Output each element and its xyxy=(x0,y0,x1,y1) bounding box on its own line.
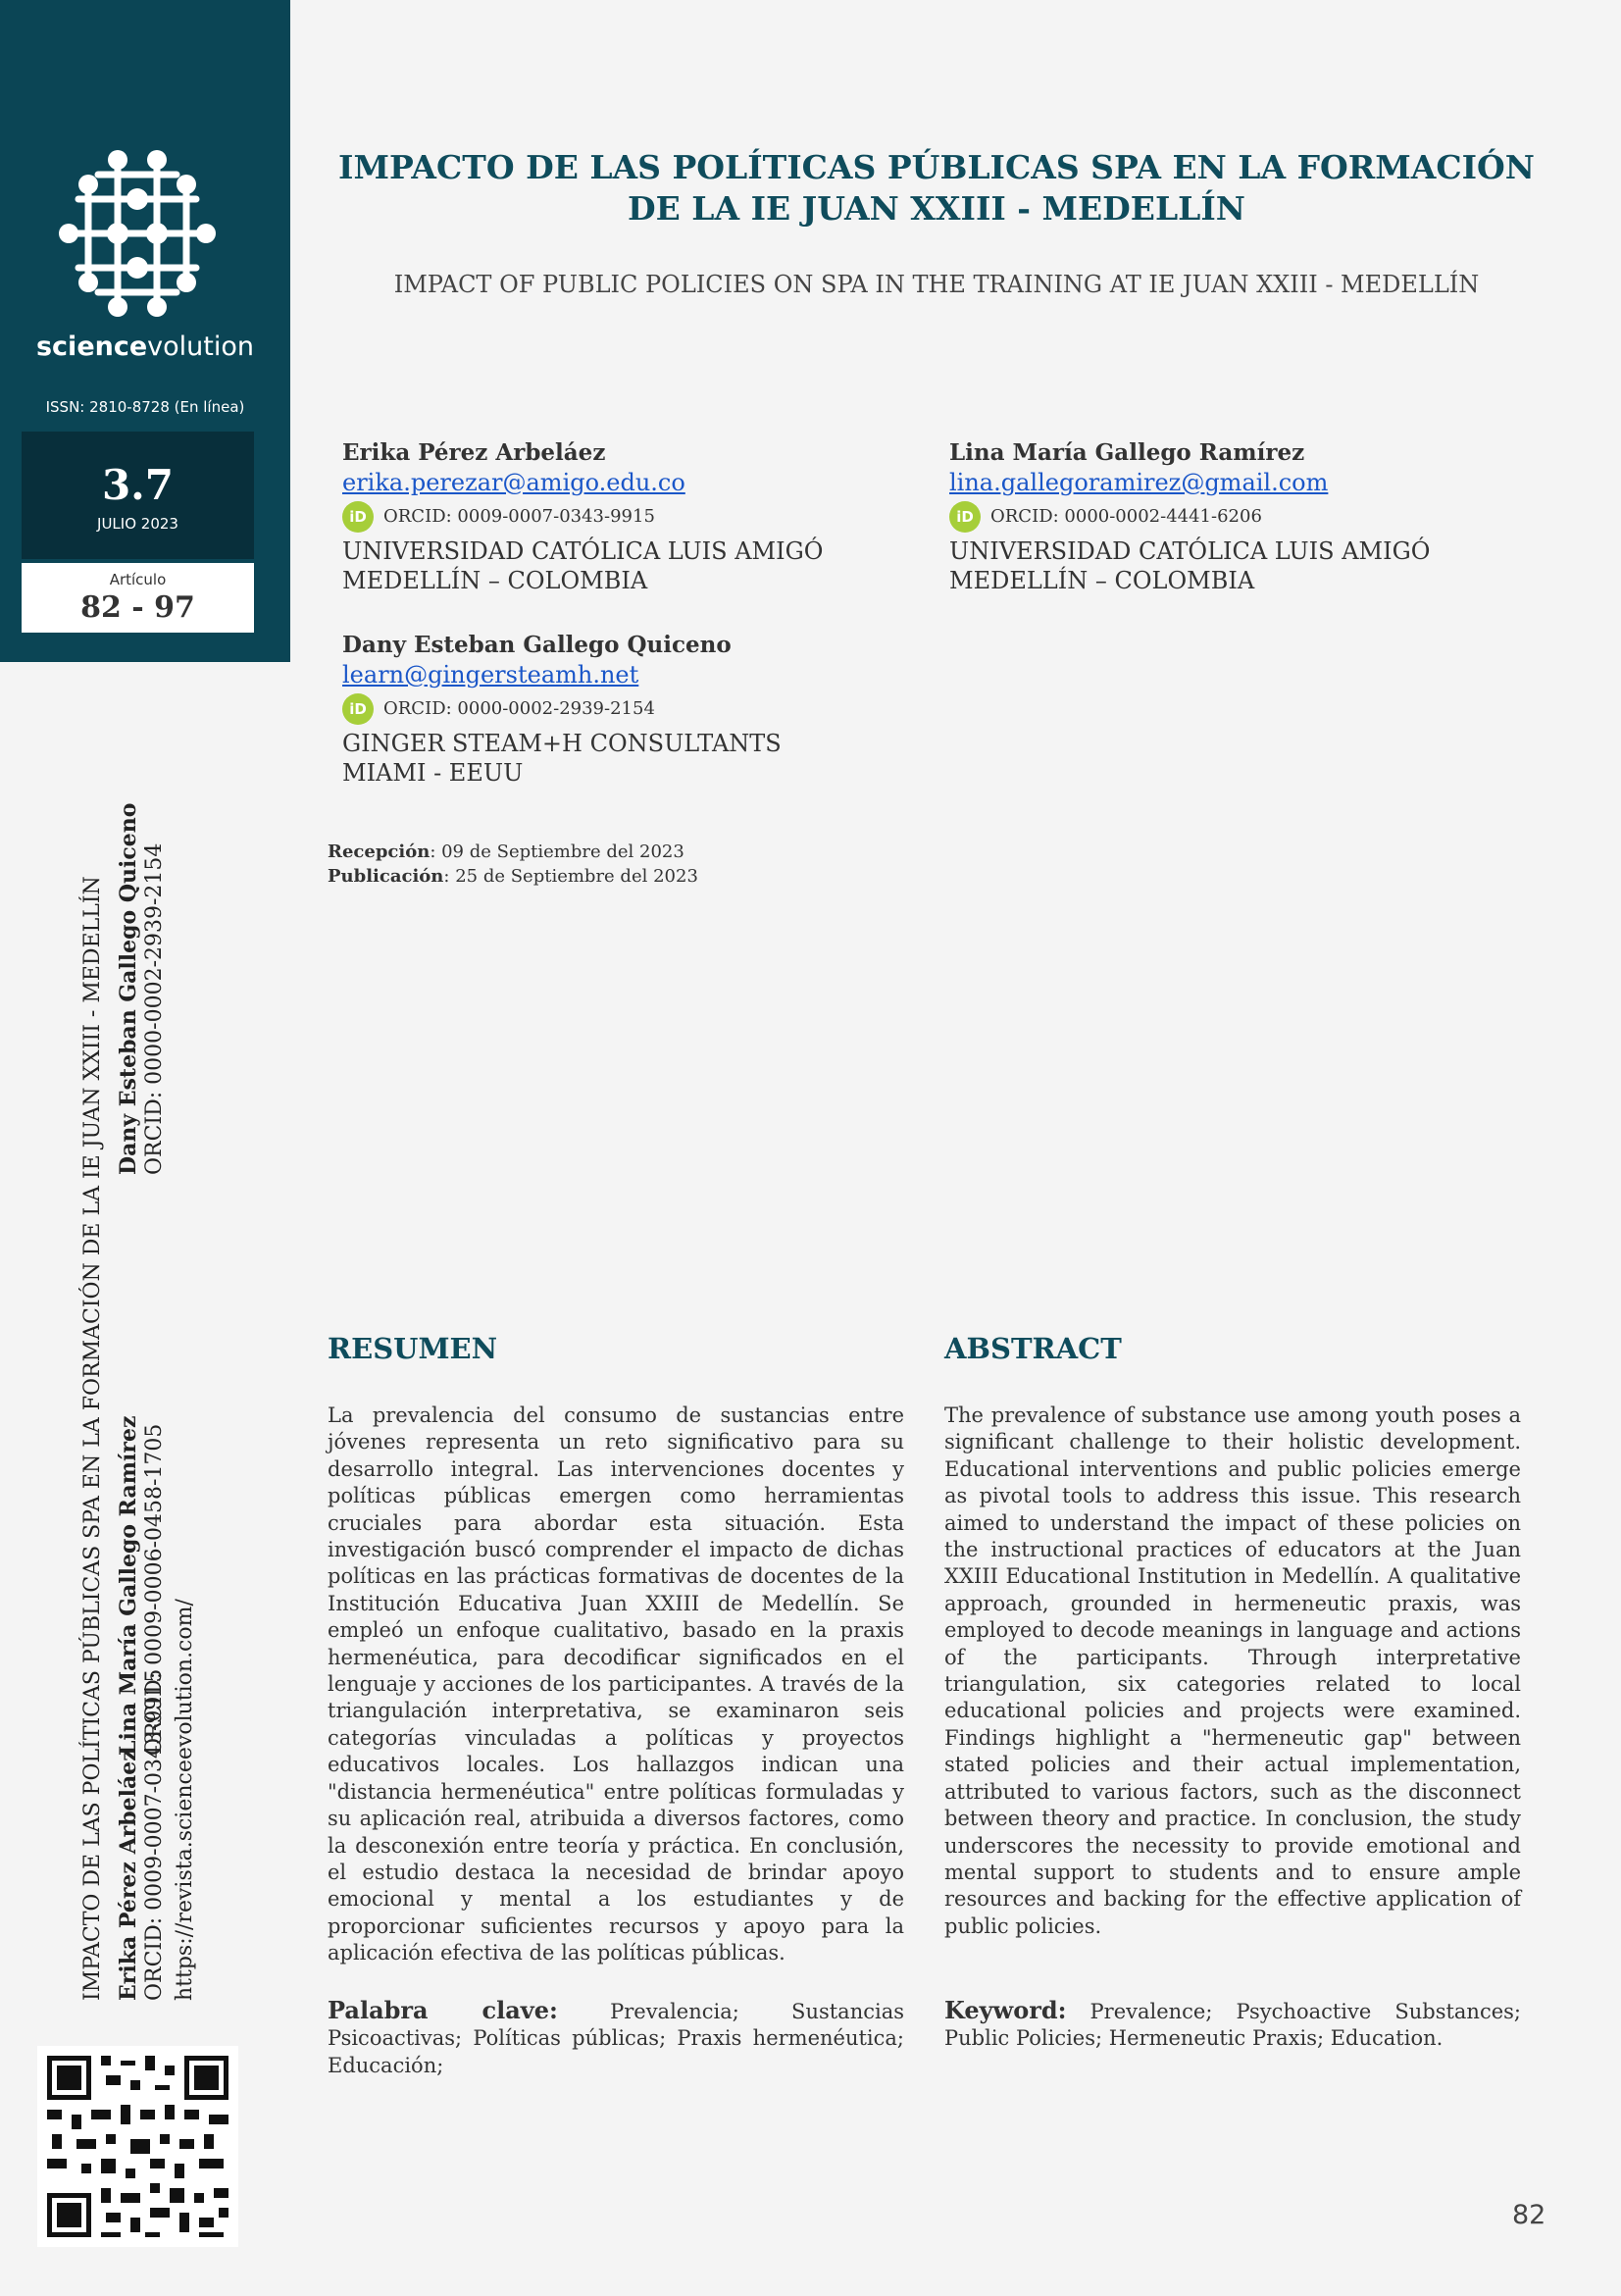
author-orcid: iD ORCID: 0009-0007-0343-9915 xyxy=(342,497,823,536)
resumen-keywords: Palabra clave: Prevalencia; Sustancias Psicoactivas; Políticas públicas; Praxis hermenéutica; Educación; xyxy=(328,1996,904,2077)
side-author-2: Lina María Gallego Ramírez xyxy=(116,1415,141,1756)
sciencevolution-logo-icon xyxy=(49,145,226,322)
side-url-link[interactable]: https://revista.scienceevolution.com/ xyxy=(173,1599,197,2001)
author-block xyxy=(342,438,823,595)
article-pages: 82 - 97 xyxy=(80,590,195,625)
journal-sidebar xyxy=(0,0,290,662)
author-block xyxy=(342,631,782,788)
resumen-heading: RESUMEN xyxy=(328,1332,498,1365)
issn: ISSN: 2810-8728 (En línea) xyxy=(45,398,245,416)
reception-date: Recepción: 09 de Septiembre del 2023 xyxy=(328,842,684,862)
journal-brand: sciencevolution xyxy=(35,332,255,362)
orcid-icon: iD xyxy=(342,501,374,533)
author-orcid: iD ORCID: 0000-0002-2939-2154 xyxy=(342,689,782,729)
author-name: Dany Esteban Gallego Quiceno xyxy=(342,632,732,658)
author-email-link[interactable]: learn@gingersteamh.net xyxy=(342,661,639,689)
side-author-1: Erika Pérez Arbeláez xyxy=(116,1749,141,2001)
side-author-3-orcid: ORCID: 0000-0002-2939-2154 xyxy=(142,842,167,1175)
page-number: 82 xyxy=(1512,2200,1546,2230)
author-affiliation: UNIVERSIDAD CATÓLICA LUIS AMIGÓ xyxy=(342,537,824,565)
author-name: Lina María Gallego Ramírez xyxy=(949,439,1305,466)
author-location: MEDELLÍN – COLOMBIA xyxy=(949,567,1255,594)
side-author-2-orcid: ORCID: 0009-0006-0458-1705 xyxy=(142,1423,167,1756)
author-email-link[interactable]: lina.gallegoramirez@gmail.com xyxy=(949,469,1329,496)
side-title: IMPACTO DE LAS POLÍTICAS PÚBLICAS SPA EN LA FORMACIÓN DE LA IE JUAN XXIII - MEDELLÍN xyxy=(80,876,105,2001)
orcid-icon: iD xyxy=(342,693,374,725)
issue-box xyxy=(22,432,254,559)
abstract-keywords: Keyword: Prevalence; Psychoactive Substances; Public Policies; Hermeneutic Praxis; Education. xyxy=(944,1996,1521,2051)
abstract-text: The prevalence of substance use among youth poses a significant challenge to their holistic development. Educational interventions and public policies emerge as pivotal tools to address this issue. This research aimed to understand the impact of these policies on the instructional practices of educators at the Juan XXIII Educational Institution in Medellín. A qualitative approach, grounded in hermeneutic praxis, was employed to decode meanings in language and actions of the participants. Through interpretative triangulation, six categories related to local educational policies and projects were examined. Findings highlight a "hermeneutic gap" between stated policies and their actual implementation, attributed to various factors, such as the disconnect between theory and practice. In conclusion, the study underscores the necessity to provide emotional and mental support to students and to ensure ample resources and backing for the effective application of public policies. xyxy=(944,1403,1521,1938)
orcid-icon: iD xyxy=(949,501,981,533)
author-affiliation: GINGER STEAM+H CONSULTANTS xyxy=(342,730,782,757)
author-affiliation: UNIVERSIDAD CATÓLICA LUIS AMIGÓ xyxy=(949,537,1431,565)
author-name: Erika Pérez Arbeláez xyxy=(342,439,606,466)
author-location: MEDELLÍN – COLOMBIA xyxy=(342,567,648,594)
article-box xyxy=(22,563,254,633)
side-author-3: Dany Esteban Gallego Quiceno xyxy=(116,802,141,1175)
paper-subtitle: IMPACT OF PUBLIC POLICIES ON SPA IN THE TRAINING AT IE JUAN XXIII - MEDELLÍN xyxy=(393,271,1480,298)
paper-title: IMPACTO DE LAS POLÍTICAS PÚBLICAS SPA EN LA FORMACIÓN DE LA IE JUAN XXIII - MEDELLÍN xyxy=(338,148,1535,228)
author-orcid: iD ORCID: 0000-0002-4441-6206 xyxy=(949,497,1430,536)
side-author-1-orcid: ORCID: 0009-0007-0343-9915 xyxy=(142,1668,167,2001)
author-email-link[interactable]: erika.perezar@amigo.edu.co xyxy=(342,469,685,496)
article-label: Artículo xyxy=(109,571,167,588)
issue-date: JULIO 2023 xyxy=(97,515,178,533)
volume: 3.7 xyxy=(101,461,175,509)
author-block xyxy=(949,438,1430,595)
resumen-text: La prevalencia del consumo de sustancias entre jóvenes representa un reto significativo para su desarrollo integral. Las intervenciones docentes y políticas públicas emergen como herramientas cruciales para abordar esta situación. Esta investigación buscó comprender el impacto de dichas políticas en las prácticas formativas de docentes de la Institución Educativa Juan XXIII de Medellín. Se empleó un enfoque cualitativo, basado en la praxis hermenéutica, para decodificar significados en el lenguaje y acciones de los participantes. A través de la triangulación interpretativa, se examinaron seis categorías vinculadas a políticas y proyectos educativos locales. Los hallazgos indican una "distancia hermenéutica" entre políticas formuladas y su aplicación real, atribuida a diversos factores, como la desconexión entre teoría y práctica. En conclusión, el estudio destaca la necesidad de brindar apoyo emocional y mental a los estudiantes y de proporcionar suficientes recursos y apoyo para la aplicación efectiva de las políticas públicas. xyxy=(328,1403,904,1965)
abstract-heading: ABSTRACT xyxy=(944,1332,1122,1365)
qr-code-icon[interactable] xyxy=(37,2046,238,2247)
publication-date: Publicación: 25 de Septiembre del 2023 xyxy=(328,866,698,887)
submission-dates xyxy=(328,840,698,889)
author-location: MIAMI - EEUU xyxy=(342,759,524,787)
